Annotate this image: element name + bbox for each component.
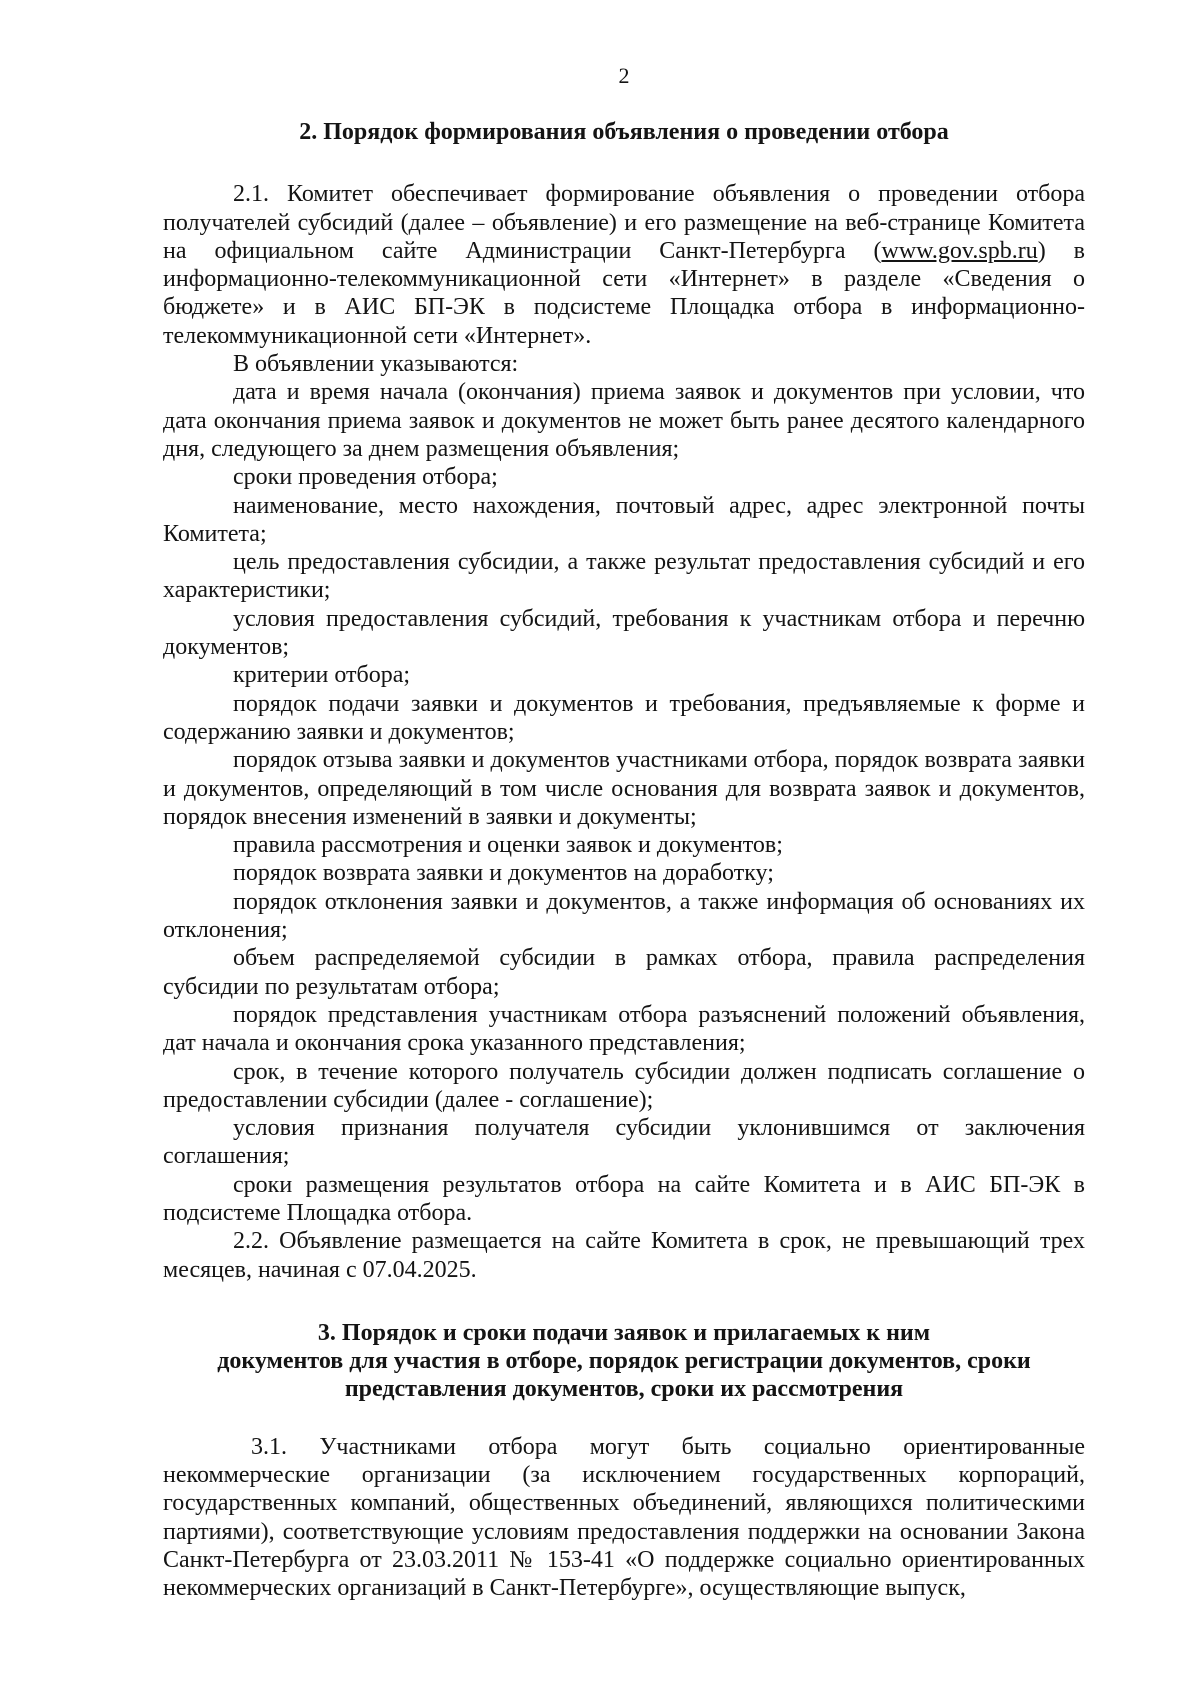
list-item: наименование, место нахождения, почтовый адрес, адрес электронной почты Комитета; xyxy=(163,492,1085,547)
section-3-heading xyxy=(163,1319,1085,1403)
list-item: цель предоставления субсидии, а также результат предоставления субсидий и его характеристики; xyxy=(163,549,1085,604)
list-item: порядок отзыва заявки и документов участниками отбора, порядок возврата заявки и документов, определяющий в том числе основания для возврата заявок и документов, порядок внесения изменений в заявки и документы; xyxy=(163,747,1085,830)
list-item: срок, в течение которого получатель субсидии должен подписать соглашение о предоставлении субсидии (далее - соглашение); xyxy=(163,1058,1085,1113)
list-item: сроки размещения результатов отбора на сайте Комитета и в АИС БП-ЭК в подсистеме Площадка отбора. xyxy=(163,1171,1085,1226)
document-page xyxy=(163,62,1085,1603)
list-item: сроки проведения отбора; xyxy=(233,464,498,491)
list-item: порядок возврата заявки и документов на доработку; xyxy=(233,860,774,887)
paragraph-2-1 xyxy=(163,180,1085,350)
list-item: критерии отбора; xyxy=(233,662,411,689)
section-3-heading-line: 3. Порядок и сроки подачи заявок и прилагаемых к ним xyxy=(317,1319,931,1346)
list-item: порядок представления участникам отбора разъяснений положений объявления, дат начала и окончания срока указанного представления; xyxy=(163,1001,1085,1057)
section-3-heading-line: представления документов, сроки их рассмотрения xyxy=(344,1375,904,1402)
gov-spb-link[interactable]: www.gov.spb.ru xyxy=(881,237,1038,264)
paragraph-2-2: 2.2. Объявление размещается на сайте Комитета в срок, не превышающий трех месяцев, начиная с 07.04.2025. xyxy=(163,1228,1085,1283)
list-item: объем распределяемой субсидии в рамках отбора, правила распределения субсидии по результатам отбора; xyxy=(163,945,1085,1000)
list-item: правила рассмотрения и оценки заявок и документов; xyxy=(233,832,783,859)
list-item: дата и время начала (окончания) приема заявок и документов при условии, что дата окончания приема заявок и документов не может быть ранее десятого календарного дня, следующего за днем размещения объявления; xyxy=(163,379,1085,462)
paragraph-3-1: 3.1. Участниками отбора могут быть социально ориентированные некоммерческие организации (за исключением государственных корпораций, государственных компаний, общественных объединений, являющихся политическими партиями), соответствующие условиям предоставления поддержки на основании Закона Санкт-Петербурга от 23.03.2011 № 153-41 «О поддержке социально ориентированных некоммерческих организаций в Санкт-Петербурге», осуществляющие выпуск, xyxy=(163,1433,1085,1602)
list-item: порядок отклонения заявки и документов, а также информация об основаниях их отклонения; xyxy=(163,888,1085,944)
section-3-heading-line: документов для участия в отборе, порядок регистрации документов, сроки xyxy=(217,1347,1031,1374)
announcement-contents-intro: В объявлении указываются: xyxy=(233,351,519,378)
paragraph-2-1-text-end: ) в информационно-телекоммуникационной сети «Интернет» в разделе «Сведения о бюджете» и в АИС БП-ЭК в подсистеме Площадка отбора в информационно-телекоммуникационной сети «Интернет». xyxy=(163,237,1085,349)
page-number: 2 xyxy=(618,63,630,88)
list-item: условия признания получателя субсидии уклонившимся от заключения соглашения; xyxy=(163,1115,1085,1170)
section-2-heading: 2. Порядок формирования объявления о проведении отбора xyxy=(299,119,949,146)
announcement-contents-list xyxy=(163,378,1085,1227)
list-item: условия предоставления субсидий, требования к участникам отбора и перечню документов; xyxy=(163,605,1085,661)
paragraph-2-1-text-start: 2.1. Комитет обеспечивает формирование объявления о проведении отбора получателей субсидий (далее – объявление) и его размещение на веб-странице Комитета на официальном сайте Администрации Санкт-Петербурга ( xyxy=(163,181,1085,264)
list-item: порядок подачи заявки и документов и требования, предъявляемые к форме и содержанию заявки и документов; xyxy=(163,690,1085,745)
